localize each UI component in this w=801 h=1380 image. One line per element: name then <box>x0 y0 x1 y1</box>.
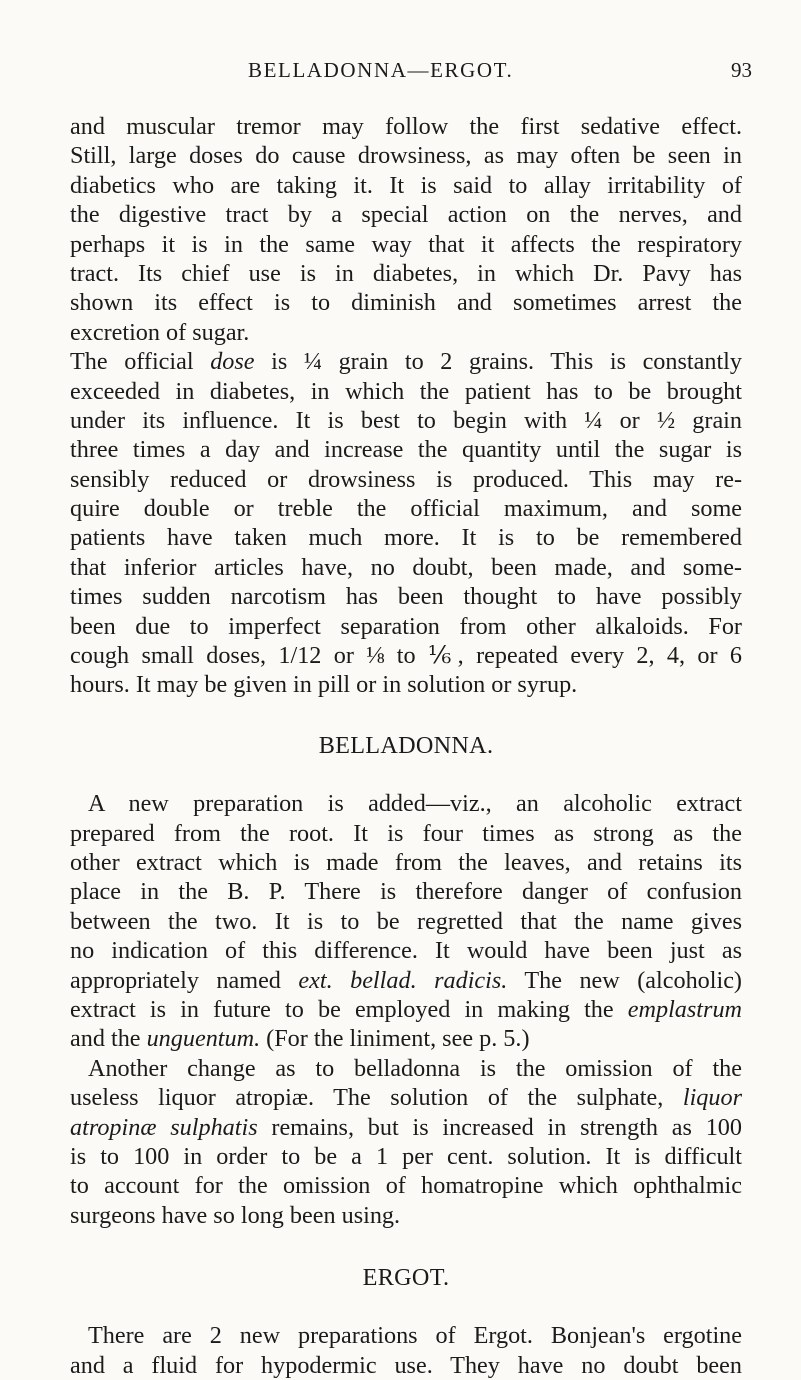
text-line: between the two. It is to be regretted that the name gives <box>70 907 742 935</box>
text-line: is to 100 in order to be a 1 per cent. solution. It is difficult <box>70 1142 742 1170</box>
paragraph-belladonna <box>70 789 742 1230</box>
text-line: to account for the omission of homatropine which ophthalmic <box>70 1172 742 1200</box>
text-segment: and the <box>70 1025 141 1053</box>
text-line: three times a day and increase the quantity until the sugar is <box>70 436 742 464</box>
text-segment: useless liquor atropiæ. The solution of the sulphate, <box>70 1084 664 1112</box>
text-line: and a fluid for hypodermic use. They have no doubt been <box>70 1351 742 1379</box>
text-segment: appropriately named <box>70 966 281 994</box>
text-line <box>70 1083 742 1112</box>
text-segment: The new (alcoholic) <box>524 966 742 994</box>
text-line <box>70 995 742 1024</box>
text-line: perhaps it is in the same way that it affects the respiratory <box>70 230 742 258</box>
text-line: excretion of sugar. <box>70 318 250 346</box>
section-heading-belladonna: BELLADONNA. <box>318 731 494 759</box>
text-line: other extract which is made from the leaves, and retains its <box>70 848 742 876</box>
text-line: There are 2 new preparations of Ergot. Bonjean's ergotine <box>88 1322 742 1350</box>
page-number: 93 <box>731 58 752 82</box>
section-heading-ergot: ERGOT. <box>362 1264 450 1292</box>
italic-term: liquor <box>682 1084 742 1112</box>
text-line: A new preparation is added—viz., an alcoholic extract <box>88 790 742 818</box>
text-line: patients have taken much more. It is to be remembered <box>70 524 742 552</box>
text-line: tract. Its chief use is in diabetes, in which Dr. Pavy has <box>70 259 742 287</box>
text-line: Still, large doses do cause drowsiness, as may often be seen in <box>70 142 742 170</box>
text-segment: (For the liniment, see p. 5.) <box>266 1025 530 1053</box>
italic-term: atropinæ sulphatis <box>70 1113 258 1141</box>
text-line <box>70 966 742 995</box>
text-line: hours. It may be given in pill or in solution or syrup. <box>70 671 578 699</box>
text-line <box>70 1024 742 1053</box>
text-line: exceeded in diabetes, in which the patient has to be brought <box>70 377 742 405</box>
text-segment: extract is in future to be employed in making the <box>70 995 614 1023</box>
text-line: been due to imperfect separation from other alkaloids. For <box>70 612 742 640</box>
text-line: no indication of this difference. It would have been just as <box>70 937 742 965</box>
text-line: surgeons have so long been using. <box>70 1201 401 1229</box>
body-text <box>70 112 742 1380</box>
text-line: quire double or treble the official maximum, and some <box>70 495 742 523</box>
text-line: and muscular tremor may follow the first sedative effect. <box>70 113 742 140</box>
running-header <box>0 58 801 88</box>
text-line: that inferior articles have, no doubt, been made, and some- <box>70 553 742 581</box>
text-line: under its influence. It is best to begin with ¼ or ½ grain <box>70 406 742 434</box>
paragraph-continued <box>70 112 742 347</box>
text-line: prepared from the root. It is four times as strong as the <box>70 819 742 847</box>
text-line: sensibly reduced or drowsiness is produced. This may re- <box>70 465 742 493</box>
paragraph-dose <box>70 347 742 700</box>
text-line: place in the B. P. There is therefore danger of confusion <box>70 878 742 906</box>
italic-term: ext. bellad. radicis. <box>298 966 508 994</box>
text-line: shown its effect is to diminish and sometimes arrest the <box>70 289 742 317</box>
italic-term: emplastrum <box>627 995 742 1023</box>
text-line: the digestive tract by a special action on the nerves, and <box>70 201 742 229</box>
text-line: times sudden narcotism has been thought to have possibly <box>70 583 742 611</box>
text-segment: is ¼ grain to 2 grains. This is constantly <box>271 348 742 376</box>
text-line: cough small doses, 1/12 or ⅛ to ⅙, repeated every 2, 4, or 6 <box>70 642 742 670</box>
running-title: BELLADONNA—ERGOT. <box>248 58 514 82</box>
text-line: Another change as to belladonna is the omission of the <box>88 1054 742 1082</box>
text-segment: remains, but is increased in strength as 100 <box>271 1113 742 1141</box>
italic-term: unguentum. <box>146 1025 261 1053</box>
text-line: diabetics who are taking it. It is said to allay irritability of <box>70 171 742 199</box>
paragraph-ergot <box>70 1321 742 1380</box>
text-segment: The official <box>70 348 194 376</box>
italic-term: dose <box>210 348 255 376</box>
text-line <box>70 1113 742 1142</box>
text-line <box>70 347 742 376</box>
